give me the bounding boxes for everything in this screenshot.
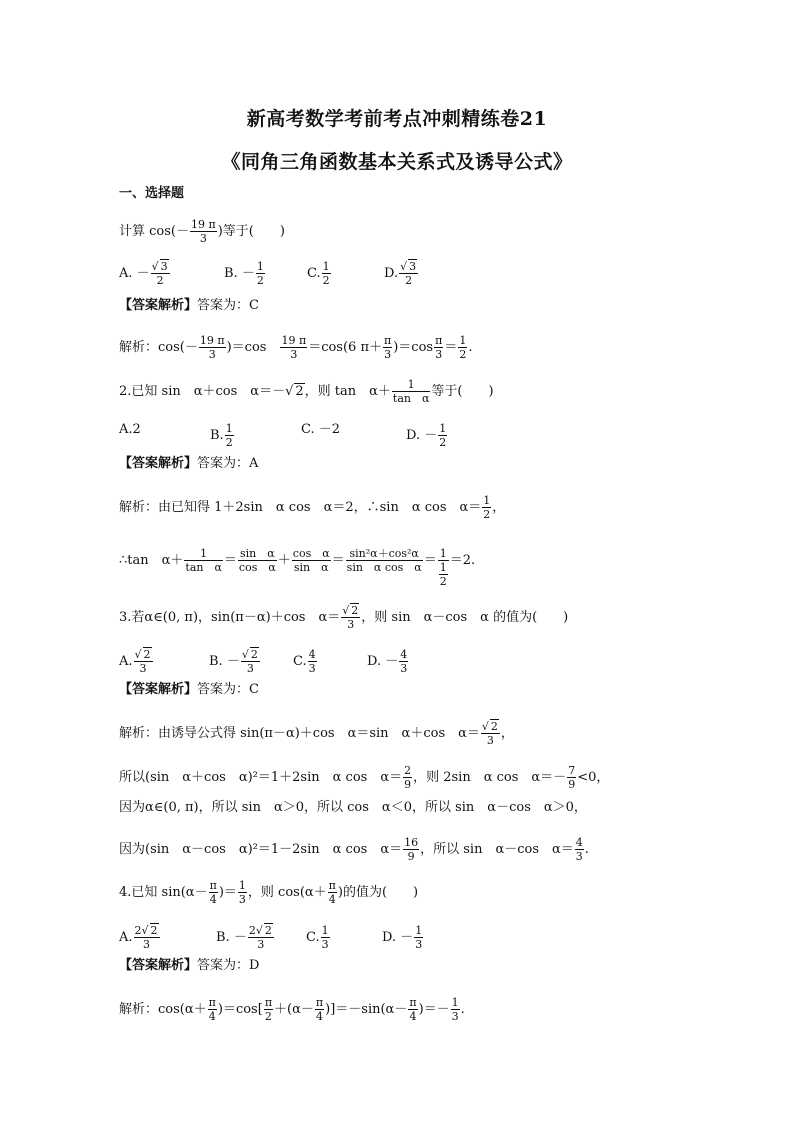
option-a: A. － $\frac{√ 3}{2}$ [119, 260, 168, 287]
option-b: B. $\frac{1}{2}$ [210, 422, 233, 449]
page-subtitle: 《同角三角函数基本关系式及诱导公式》 [221, 151, 573, 173]
q1-solution: 解析：cos(－ $\frac{19 \pi}{3}$ )＝cos $\frac{19 \pi}{3}$ ＝cos(6 π＋ $\frac{\pi}{3}$ )＝cos $\frac{\pi}{3}$ ＝ $\frac{1}{2}$ . [119, 334, 473, 361]
question-4: 4.已知 sin(α－ $\frac{\pi}{4}$ )＝ $\frac{1}{3}$ ，则 cos(α＋ $\frac{\pi}{4}$ )的值为( ) [119, 879, 419, 906]
option-b: B. － $\frac{1}{2}$ [224, 260, 264, 287]
option-b: B. － $\frac{2√ 2}{3}$ [216, 924, 272, 951]
question-1: 计算 cos(－ $\frac{19 \pi}{3}$ )等于( ) [119, 218, 285, 245]
option-c: C. －2 [301, 422, 341, 437]
option-d: D. － $\frac{4}{3}$ [367, 648, 408, 675]
q4-solution: 解析：cos(α＋ $\frac{\pi}{4}$ )＝cos[ $\frac{\pi}{2}$ ＋(α－ $\frac{\pi}{4}$ )]＝－sin(α－ $\frac{\pi}{4}$ )＝－ $\frac{1}{3}$ . [119, 996, 465, 1023]
option-d: D. $\frac{√ 3}{2}$ [384, 260, 417, 287]
option-c: C. $\frac{1}{3}$ [306, 924, 329, 951]
option-a: A.2 [119, 422, 141, 437]
option-c: C. $\frac{1}{2}$ [307, 260, 330, 287]
answer-tag: 【答案解析】 [119, 456, 198, 471]
page-title: 新高考数学考前考点冲刺精练卷21 [246, 108, 548, 130]
q3-solution-3: 因为α∈(0, π)，所以 sin α＞0，所以 cos α＜0，所以 sin α－cos α＞0， [119, 800, 587, 815]
answer-tag: 【答案解析】 [119, 298, 198, 313]
option-b: B. － $\frac{√ 2}{3}$ [209, 648, 258, 675]
q1-text: 计算 cos(－ [119, 224, 189, 239]
q2-solution-1: 解析：由已知得 1＋2sin α cos α＝2，∴sin α cos α＝ $\frac{1}{2}$ ， [119, 494, 506, 521]
option-d: D. － $\frac{1}{3}$ [382, 924, 423, 951]
fraction: $\frac{19 \pi}{3}$ [190, 218, 216, 245]
q3-solution-1: 解析：由诱导公式得 sin(π－α)＋cos α＝sin α＋cos α＝ $\frac{√ 2}{3}$ ， [119, 720, 514, 747]
option-a: A. $\frac{2√ 2}{3}$ [119, 924, 158, 951]
q4-answer: 【答案解析】答案为：D [119, 958, 260, 973]
option-c: C. $\frac{4}{3}$ [293, 648, 316, 675]
q3-solution-4: 因为(sin α－cos α)²＝1－2sin α cos α＝ $\frac{16}{9}$ ，所以 sin α－cos α＝ $\frac{4}{3}$ . [119, 836, 589, 863]
q3-solution-2: 所以(sin α＋cos α)²＝1＋2sin α cos α＝ $\frac{2}{9}$ ，则 2sin α cos α＝－ $\frac{7}{9}$ <0， [119, 764, 610, 791]
question-2: 2.已知 sin α＋cos α＝－√ 2，则 tan α＋ $\frac{1}{\text{tan α}}$ 等于( ) [119, 378, 494, 405]
q2-solution-2: ∴tan α＋ $\frac{1}{\text{tan α}}$ ＝ $\frac{\text{sin α}}{\text{cos α}}$ ＋ $\frac{\text{cos α}}{\text{sin α}}$ ＝ $\frac{\text{sin²α＋cos²α}}{\text{sin α cos α}}$ ＝ $\frac{1}{\frac{1}{2}}$ ＝2. [119, 547, 476, 588]
section-heading: 一、选择题 [119, 186, 185, 201]
answer-tag: 【答案解析】 [119, 958, 198, 973]
option-a: A. $\frac{√ 2}{3}$ [119, 648, 151, 675]
q3-answer: 【答案解析】答案为：C [119, 682, 259, 697]
q1-answer: 【答案解析】答案为：C [119, 298, 259, 313]
q2-answer: 【答案解析】答案为：A [119, 456, 259, 471]
option-d: D. － $\frac{1}{2}$ [406, 422, 447, 449]
answer-tag: 【答案解析】 [119, 682, 198, 697]
question-3: 3.若α∈(0, π)，sin(π－α)＋cos α＝ $\frac{√ 2}{3}$ ，则 sin α－cos α 的值为( ) [119, 604, 569, 631]
